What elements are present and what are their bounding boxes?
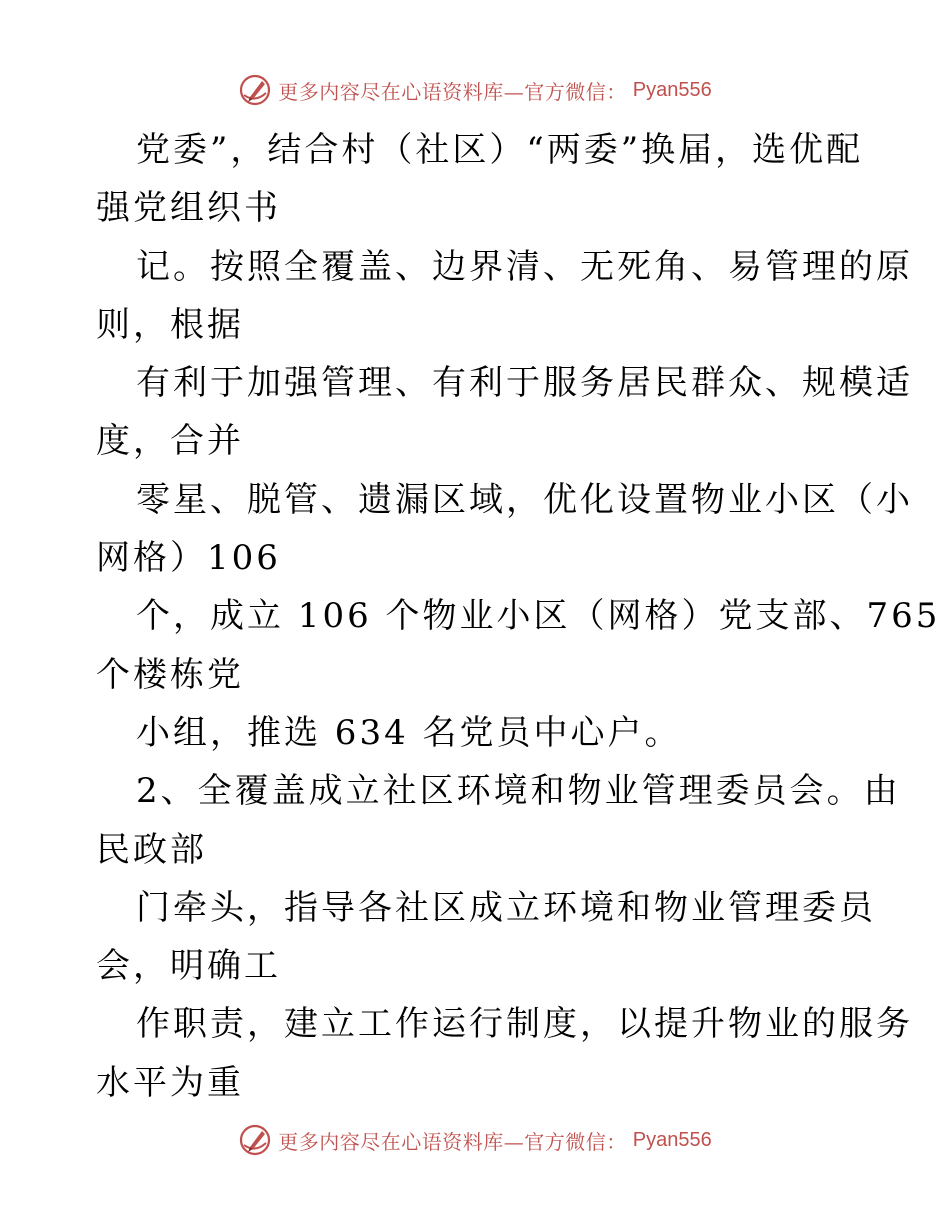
- text-line: 强党组织书: [96, 188, 281, 229]
- text-line: 门牵头，指导各社区成立环境和物业管理委员: [136, 887, 876, 928]
- text-line: 会，明确工: [96, 946, 281, 987]
- text-line: 个，成立 106 个物业小区（网格）党支部、765: [136, 596, 941, 637]
- text-line: 小组，推选 634 名党员中心户。: [136, 712, 682, 753]
- text-line: 则，根据: [96, 304, 244, 345]
- footer-banner-wechat-id: Pyan556: [632, 1128, 712, 1151]
- text-line: 有利于加强管理、有利于服务居民群众、规模适: [136, 363, 913, 404]
- text-line: 零星、脱管、遗漏区域，优化设置物业小区（小: [136, 479, 913, 520]
- header-banner-text: 更多内容尽在心语资料库—官方微信：: [278, 79, 627, 104]
- text-line: 度，合并: [96, 421, 244, 462]
- footer-banner-text: 更多内容尽在心语资料库—官方微信：: [278, 1129, 627, 1154]
- header-banner: [0, 68, 950, 112]
- text-line: 个楼栋党: [96, 654, 244, 695]
- header-banner-wechat-id: Pyan556: [632, 78, 712, 101]
- footer-banner: [0, 1118, 950, 1162]
- text-line: 网格）106: [96, 538, 281, 579]
- text-line: 党委”，结合村（社区）“两委”换届，选优配: [136, 130, 864, 170]
- body-text: [96, 121, 941, 1112]
- text-line: 2、全覆盖成立社区环境和物业管理委员会。由: [136, 771, 901, 812]
- pen-logo-icon: [238, 73, 272, 107]
- text-line: 民政部: [96, 829, 207, 870]
- text-line: 记。按照全覆盖、边界清、无死角、易管理的原: [136, 246, 913, 287]
- text-line: 水平为重: [96, 1062, 244, 1103]
- pen-logo-icon: [238, 1123, 272, 1157]
- text-line: 作职责，建立工作运行制度，以提升物业的服务: [136, 1004, 913, 1045]
